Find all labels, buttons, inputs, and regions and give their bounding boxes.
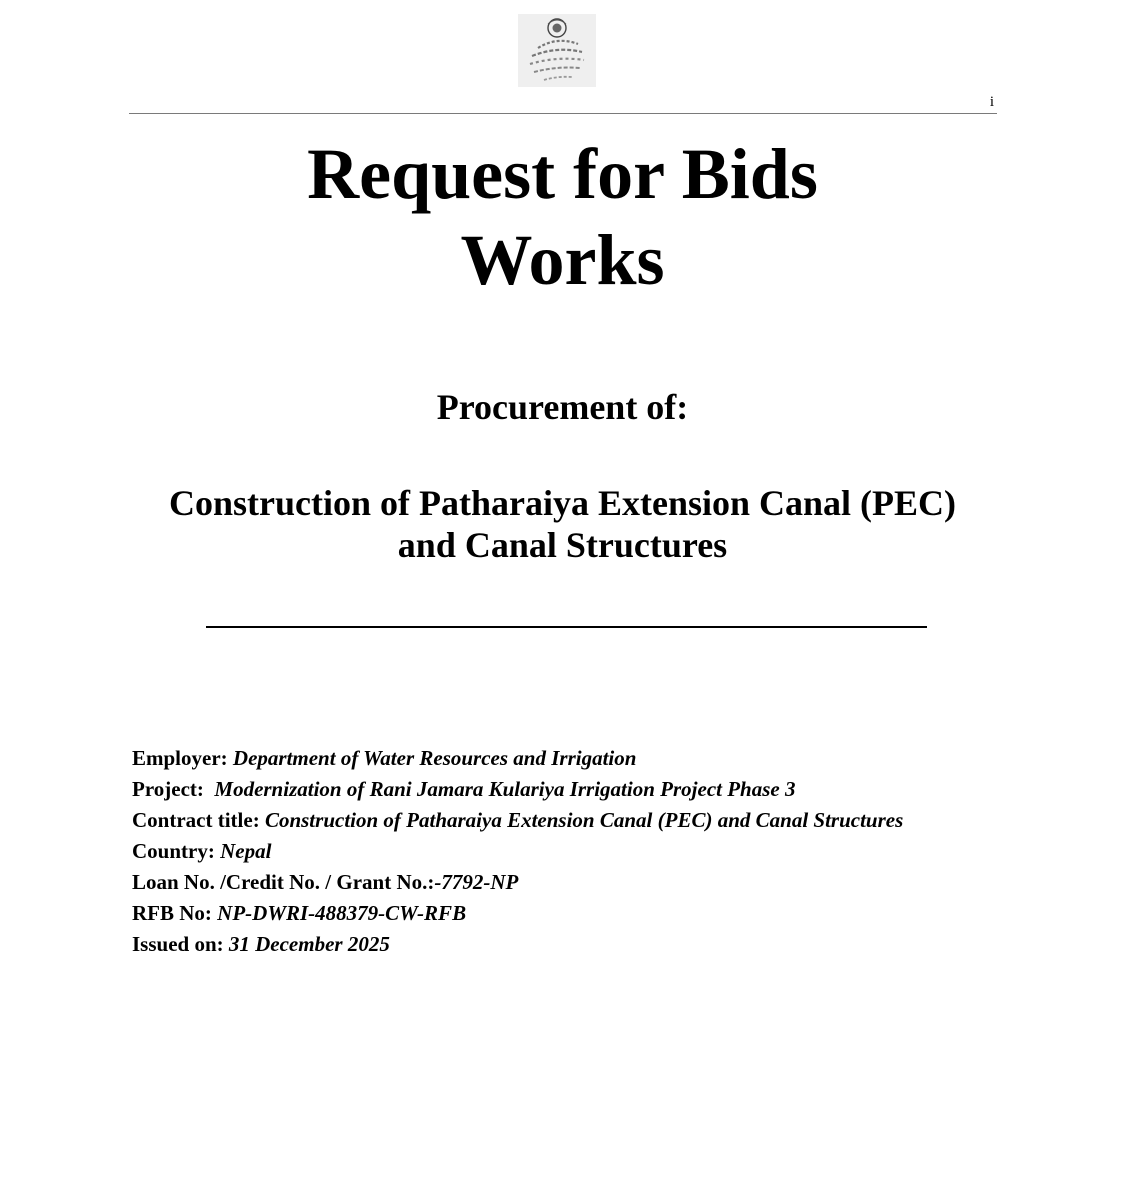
detail-label: RFB No: [132,901,218,925]
separator-rule [206,626,927,628]
contract-heading-line-2: and Canal Structures [397,525,728,565]
detail-value: NP-DWRI-488379-CW-RFB [217,901,467,925]
detail-label: Project: [132,777,215,801]
detail-value: Modernization of Rani Jamara Kulariya Irrigation Project Phase 3 [214,777,796,801]
detail-value: Department of Water Resources and Irrigation [232,746,637,770]
detail-value: Nepal [220,839,272,863]
government-seal-logo [518,14,596,87]
contract-heading [0,482,1125,566]
detail-label: Issued on: [132,932,229,956]
detail-row-contract-title [132,805,1032,836]
document-title: Request for Bids [307,134,818,214]
detail-label: Employer: [132,746,233,770]
detail-row-project [132,774,1032,805]
detail-value: -7792-NP [434,870,519,894]
detail-row-rfb-number [132,898,1032,929]
contract-heading-line-1: Construction of Patharaiya Extension Canal (PEC) [168,483,956,523]
document-subtitle: Works [460,220,665,300]
seal-emblem-icon [518,14,596,87]
detail-value: Construction of Patharaiya Extension Canal (PEC) and Canal Structures [264,808,904,832]
page-number: i [989,94,995,110]
detail-label: Loan No. /Credit No. / Grant No.: [132,870,435,894]
detail-label: Country: [132,839,221,863]
detail-row-country [132,836,1032,867]
procurement-label: Procurement of: [436,387,689,427]
detail-value: 31 December 2025 [228,932,390,956]
detail-row-issued-on [132,929,1032,960]
detail-row-employer [132,743,1032,774]
detail-label: Contract title: [132,808,265,832]
header-rule [129,113,997,114]
detail-row-loan-number [132,867,1032,898]
bid-details [132,743,1032,960]
